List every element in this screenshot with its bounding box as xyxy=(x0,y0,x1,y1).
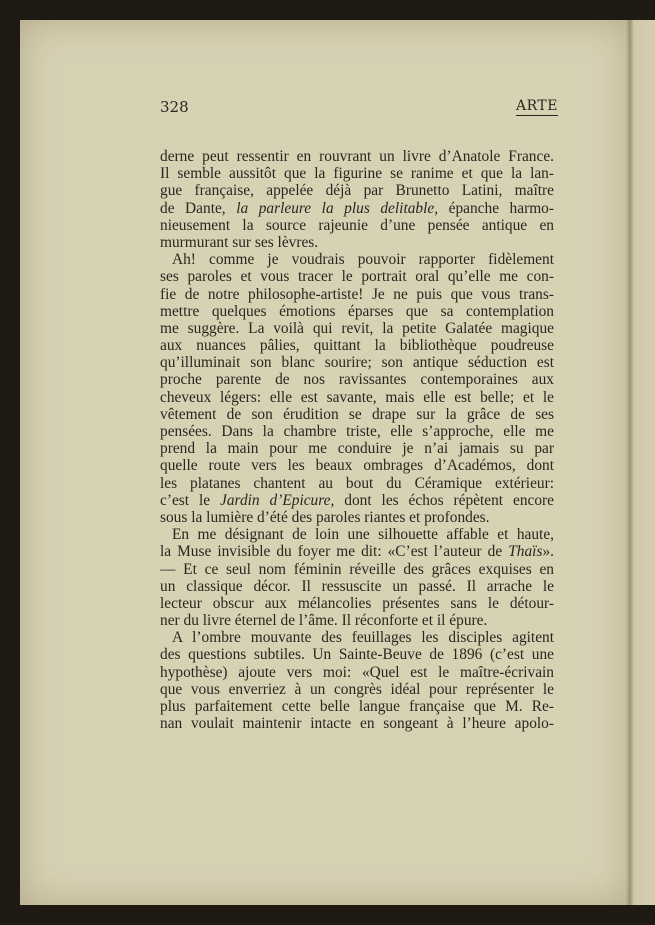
text-line: aux nuances pâlies, quittant la bibliothèque poudreuse xyxy=(160,337,554,355)
paragraph xyxy=(160,629,554,732)
text-line: cheveux légers: elle est savante, mais elle est belle; et le xyxy=(160,388,554,406)
text-line: murmurant sur ses lèvres. xyxy=(160,233,319,251)
text-line xyxy=(160,543,554,560)
italic-phrase: Thaïs xyxy=(508,543,543,561)
text-line: pensées. Dans la chambre triste, elle s’approche, elle me xyxy=(160,423,554,440)
text-line: hypothèse) ajoute vers moi: «Quel est le maître-écrivain xyxy=(160,663,554,681)
text-line: des questions subtiles. Un Sainte-Beuve de 1896 (c’est une xyxy=(160,646,554,664)
body-text xyxy=(160,148,554,732)
text-line: — Et ce seul nom féminin réveille des grâces exquises en xyxy=(160,560,554,578)
text-line: nan voulait maintenir intacte en songeant à l’heure apolo- xyxy=(160,715,554,733)
paragraph xyxy=(160,148,554,251)
text-line: gue française, appelée déjà par Brunetto Latini, maître xyxy=(160,182,554,200)
page-header xyxy=(160,98,558,120)
italic-phrase: Jardin d’Epicure, xyxy=(220,491,335,509)
text-line: fie de notre philosophe-artiste! Je ne puis que vous trans- xyxy=(160,285,554,303)
text-line: En me désignant de loin une silhouette affable et haute, xyxy=(172,526,554,544)
text-line: sous la lumière d’été des paroles riantes et profondes. xyxy=(160,508,490,526)
facing-page-edge xyxy=(630,20,655,905)
text-line: proche parente de nos ravissantes contemporaines aux xyxy=(160,371,554,389)
text-line: me suggère. La voilà qui revit, la petite Galatée magique xyxy=(160,319,554,337)
text-line: prend la main pour me conduire je n’ai jamais su par xyxy=(160,440,554,458)
paragraph xyxy=(160,251,554,526)
text-segment: de Dante, xyxy=(160,199,237,217)
text-line: mettre quelques émotions éparses que sa contemplation xyxy=(160,302,554,320)
text-line: que vous enverriez à un congrès idéal pour représenter le xyxy=(160,680,554,698)
text-line: quelle route vers les beaux ombrages d’Académos, dont xyxy=(160,457,554,475)
text-segment: c’est le xyxy=(160,491,220,509)
text-line xyxy=(160,200,554,217)
text-line: ner du livre éternel de l’âme. Il réconforte et il épure. xyxy=(160,612,488,630)
text-line: derne peut ressentir en rouvrant un livre d’Anatole France. xyxy=(160,148,554,165)
text-line: plus parfaitement cette belle langue française que M. Re- xyxy=(160,698,554,715)
text-segment: ». xyxy=(542,543,554,561)
text-line: Ah! comme je voudrais pouvoir rapporter fidèlement xyxy=(172,251,554,269)
text-line: les platanes chantent au bout du Céramique extérieur: xyxy=(160,474,554,492)
text-line: qu’illuminait son blanc sourire; son antique séduction est xyxy=(160,354,554,372)
text-line: lecteur obscur aux mélancolies présentes sans le détour- xyxy=(160,594,554,612)
text-line: ses paroles et vous tracer le portrait oral qu’elle me con- xyxy=(160,268,554,286)
text-line xyxy=(160,492,554,509)
text-line: nieusement la source rajeunie d’une pensée antique en xyxy=(160,216,554,234)
text-segment: la Muse invisible du foyer me dit: «C’est l’auteur de xyxy=(160,543,509,561)
text-line: A l’ombre mouvante des feuillages les disciples agitent xyxy=(172,629,554,647)
paragraph xyxy=(160,526,554,629)
page-number: 328 xyxy=(160,98,189,116)
italic-phrase: la parleure la plus delitable, xyxy=(236,199,439,217)
text-line: Il semble aussitôt que la figurine se ranime et que la lan- xyxy=(160,165,554,183)
text-line: vêtement de son érudition se drape sur la grâce de ses xyxy=(160,405,554,423)
running-title: ARTE xyxy=(516,98,558,114)
text-segment: dont les échos répètent encore xyxy=(334,491,554,509)
text-line: un classique décor. Il ressuscite un passé. Il arrache le xyxy=(160,577,554,595)
text-segment: épanche harmo- xyxy=(438,199,554,217)
